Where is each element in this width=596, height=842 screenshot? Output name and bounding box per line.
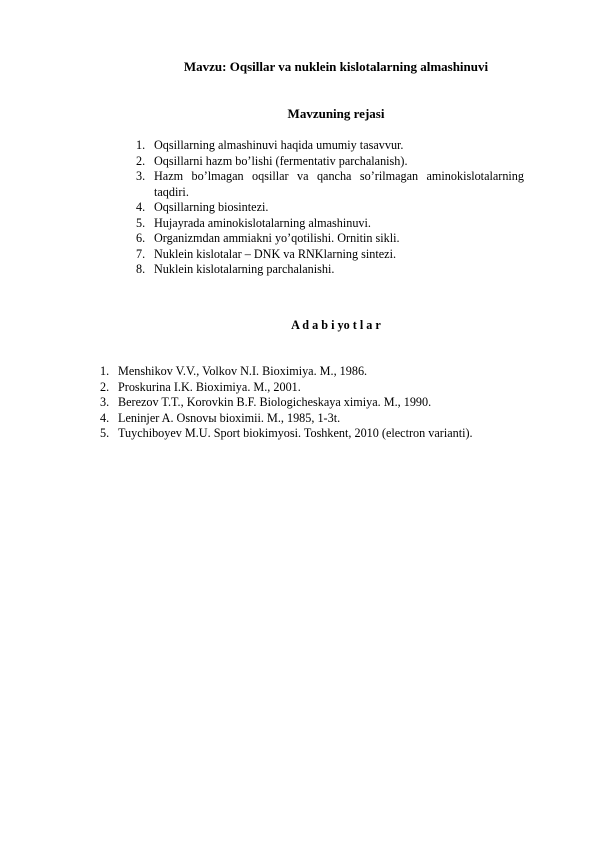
plan-item: [136, 138, 524, 154]
plan-item: [136, 216, 524, 232]
literature-item: [100, 380, 560, 396]
plan-item-number: 8.: [136, 262, 146, 276]
literature-item: [100, 395, 560, 411]
plan-item: [136, 231, 524, 247]
literature-heading: A d a b i yo t l a r: [291, 318, 381, 332]
plan-item: [136, 262, 524, 278]
plan-item-text: Hazm bo’lmagan oqsillar va qancha so’rilmagan aminokislotalarning taqdiri.: [154, 169, 524, 199]
plan-item-text: Hujayrada aminokislotalarning almashinuvi.: [154, 215, 371, 230]
plan-item-number: 4.: [136, 200, 146, 214]
literature-item: [100, 426, 560, 442]
plan-item: [136, 169, 524, 200]
plan-item-text: Oqsillarning biosintezi.: [154, 200, 269, 214]
plan-item: [136, 154, 524, 170]
literature-item-number: 4.: [100, 410, 110, 425]
literature-item-number: 3.: [100, 395, 110, 409]
plan-item-text: Nuklein kislotalar – DNK va RNKlarning sintezi.: [154, 246, 397, 261]
literature-item-text: Tuychiboyev M.U. Sport biokimyosi. Toshkent, 2010 (electron varianti).: [118, 426, 473, 440]
plan-item-number: 1.: [136, 138, 146, 152]
literature-item-text: Berezov T.T., Korovkin B.F. Biologicheskaya ximiya. M., 1990.: [118, 395, 432, 409]
plan-list: [136, 138, 524, 278]
plan-item-number: 2.: [136, 153, 146, 168]
literature-item-number: 5.: [100, 426, 110, 440]
plan-item: [136, 247, 524, 263]
plan-item-number: 5.: [136, 215, 146, 230]
plan-item-number: 3.: [136, 169, 146, 183]
literature-item-number: 1.: [100, 364, 110, 378]
plan-item-text: Oqsillarning almashinuvi haqida umumiy tasavvur.: [154, 138, 404, 152]
plan-heading: Mavzuning rejasi: [287, 106, 385, 121]
plan-item: [136, 200, 524, 216]
plan-item-text: Nuklein kislotalarning parchalanishi.: [154, 262, 335, 276]
document-title: Mavzu: Oqsillar va nuklein kislotalarning almashinuvi: [183, 59, 489, 74]
literature-item-text: Proskurina I.K. Bioximiya. M., 2001.: [118, 379, 301, 394]
literature-list: [100, 364, 560, 442]
plan-item-number: 7.: [136, 246, 146, 261]
plan-item-number: 6.: [136, 231, 146, 245]
literature-item-text: Menshikov V.V., Volkov N.I. Bioximiya. M., 1986.: [118, 364, 368, 378]
plan-item-text: Organizmdan ammiakni yo’qotilishi. Ornitin sikli.: [154, 231, 400, 245]
literature-item-number: 2.: [100, 379, 110, 394]
plan-item-text: Oqsillarni hazm bo’lishi (fermentativ parchalanish).: [154, 153, 408, 168]
literature-item: [100, 411, 560, 427]
literature-item-text: Leninjer A. Osnovы bioximii. M., 1985, 1-3t.: [118, 410, 341, 425]
literature-item: [100, 364, 560, 380]
